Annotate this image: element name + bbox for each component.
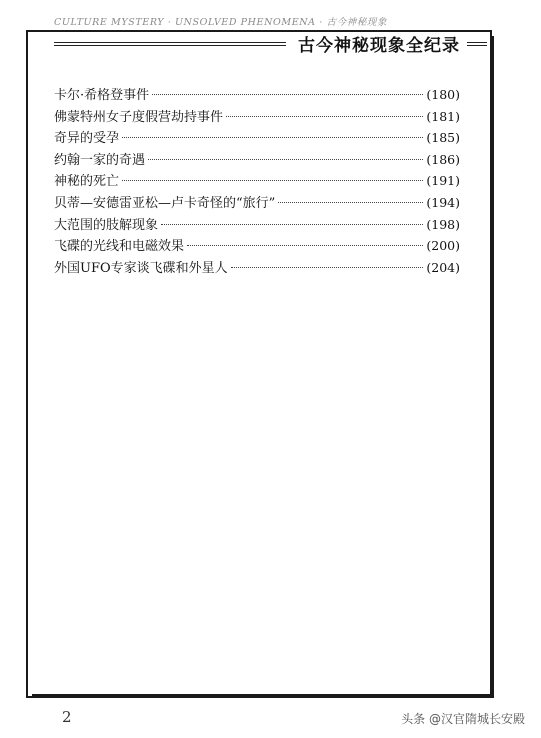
toc-entry-title: 大范围的肢解现象 [54, 217, 159, 233]
toc-entry-page: (198) [426, 216, 460, 232]
page-number: 2 [62, 708, 72, 726]
toc-entry-page: (186) [426, 151, 460, 167]
frame-shadow-right [490, 36, 494, 698]
toc-entry[interactable] [54, 170, 460, 192]
toc-entry-title: 卡尔·希格登事件 [54, 88, 150, 103]
dot-leader [226, 116, 423, 117]
toc-entry-page: (185) [426, 130, 460, 146]
toc-entry[interactable] [54, 149, 460, 171]
toc-entry-page: (194) [426, 194, 460, 210]
toc-entry[interactable] [54, 106, 460, 128]
toc-entry[interactable] [54, 84, 460, 106]
dot-leader [187, 245, 423, 246]
header-rule-left [54, 42, 286, 46]
header-rule-right [467, 42, 487, 46]
toc-entry[interactable] [54, 127, 460, 149]
toc-entry-title: 神秘的死亡 [54, 174, 120, 190]
toc-entry-title: 约翰一家的奇遇 [54, 152, 146, 168]
dot-leader [122, 180, 423, 181]
book-title: 古今神秘现象全纪录 [298, 36, 460, 56]
frame-shadow-bottom [32, 694, 494, 698]
toc-entry-page: (191) [426, 173, 460, 189]
toc-entry-page: (180) [426, 87, 460, 102]
table-of-contents [54, 84, 460, 278]
toc-entry-page: (204) [426, 259, 460, 275]
dot-leader [148, 159, 423, 160]
toc-entry-title: 贝蒂—安德雷亚松—卢卡奇怪的“旅行” [54, 195, 276, 211]
toc-entry[interactable] [54, 235, 460, 257]
toc-entry-title: 飞碟的光线和电磁效果 [54, 239, 185, 255]
running-header-faint: CULTURE MYSTERY · UNSOLVED PHENOMENA · 古今神秘现象 [54, 17, 388, 28]
toc-entry-title: 外国UFO专家谈飞碟和外星人 [54, 260, 228, 276]
dot-leader [122, 137, 423, 138]
toc-entry-title: 奇异的受孕 [54, 131, 120, 147]
toc-entry-page: (200) [426, 238, 460, 254]
watermark: 头条 @汉官隋城长安殿 [401, 712, 525, 726]
dot-leader [278, 202, 423, 203]
dot-leader [231, 267, 424, 268]
dot-leader [152, 94, 423, 95]
toc-entry[interactable] [54, 214, 460, 236]
toc-entry[interactable] [54, 192, 460, 214]
toc-entry[interactable] [54, 257, 460, 279]
dot-leader [161, 224, 423, 225]
toc-entry-title: 佛蒙特州女子度假营劫持事件 [54, 109, 224, 125]
toc-entry-page: (181) [426, 108, 460, 124]
